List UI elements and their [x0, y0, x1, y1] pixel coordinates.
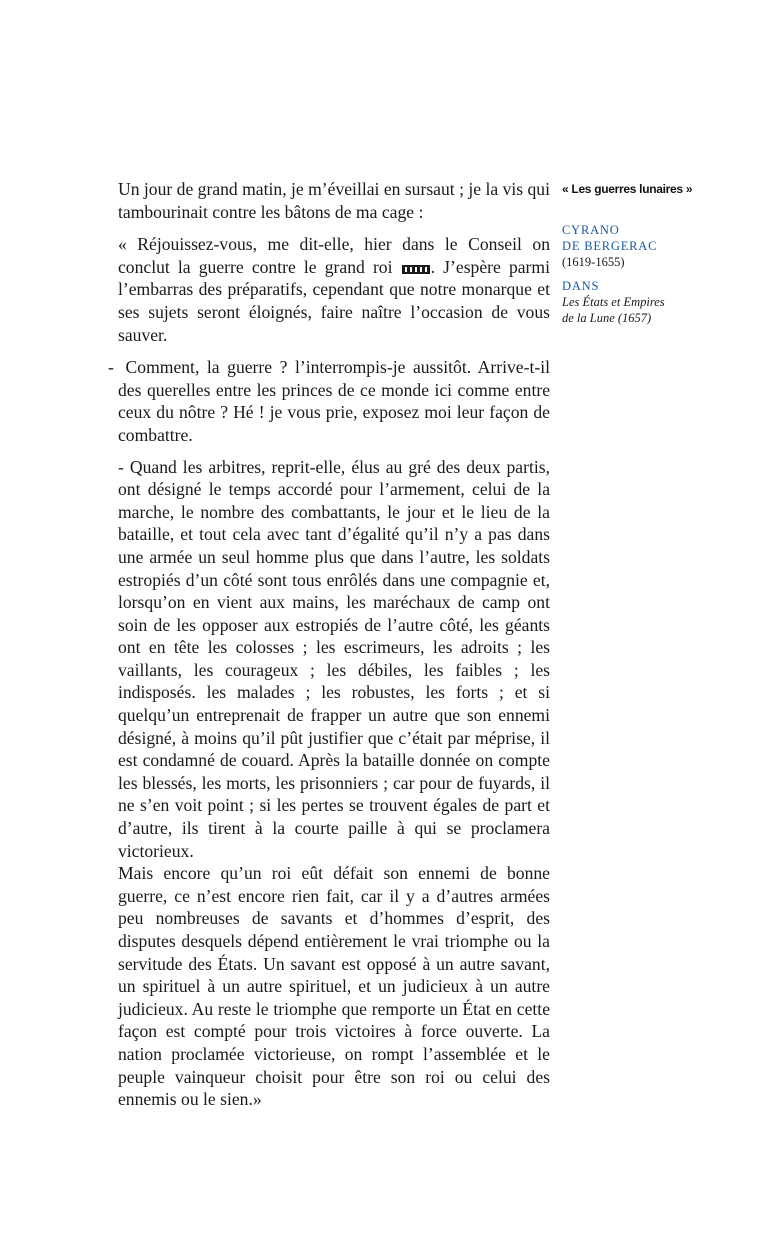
paragraph-rejouissez-text-a: « Réjouissez-vous, me dit-elle, hier dans le Conseil on conclut la guerre contre le grand roi	[118, 234, 550, 277]
paragraph-comment-text: Comment, la guerre ? l’interrompis-je aussitôt. Arrive-t-il des querelles entre les princes de ce monde ici comme entre ceux du nôtre ? Hé ! je vous prie, exposez moi leur façon de combattre.	[118, 357, 550, 445]
paragraph-arbitres-text: Quand les arbitres, reprit-elle, élus au gré des deux partis, ont désigné le temps accordé pour l’armement, celui de la marche, le nombre des combattants, le jour et le lieu de la bataille, et tout cela avec tant d’égalité qu’il n’y a pas dans une armée un seul homme plus que dans l’autre, les soldats estropiés d’un côté sont tous enrôlés dans une compagnie et, lorsqu’on en vient aux mains, les maréchaux de camp ont soin de les opposer aux estropiés de l’autre côté, les géants ont en tête les colosses ; les escrimeurs, les adroits ; les vaillants, les courageux ; les débiles, les faibles ; les indisposés. les malades ; les robustes, les forts ; et si quelqu’un entreprenait de frapper un autre que son ennemi désigné, à moins qu’il pût justifier que c’était par méprise, il est condamné de couard. Après la bataille donnée on compte les blessés, les morts, les prisonniers ; car pour de fuyards, il ne s’en voit point ; si les pertes se trouvent égales de part et d’autre, ils tirent à la courte paille à qui se proclamera victorieux.	[118, 456, 550, 861]
paragraph-rejouissez-text-b: . J’espère parmi l’embarras des préparatifs, cependant que notre monarque et ses sujets seront éloignés, faire naître l’occasion de vous sauver.	[118, 256, 550, 345]
paragraph-rejouissez	[108, 233, 550, 346]
dans-label: DANS	[562, 279, 600, 293]
main-text	[108, 178, 550, 1111]
author-name-line2: DE BERGERAC	[562, 239, 658, 253]
author-name-line1: CYRANO	[562, 223, 620, 237]
paragraph-mais-encore: Mais encore qu’un roi eût défait son ennemi de bonne guerre, ce n’est encore rien fait, car il y a d’autres armées peu nombreuses de savants et d’hommes d’esprit, des disputes desquels dépend entièrement le vrai triomphe ou la servitude des États. Un savant est opposé à un autre savant, un spirituel à un autre spirituel, et un judicieux à un autre judicieux. Au reste le triomphe que remporte un État en cette façon est compté pour trois victoires à force ouverte. La nation proclamée victorieuse, on rompt l’assemblée et le peuple vainqueur choisit pour être son roi ou celui des ennemis ou le sien.»	[118, 863, 550, 1110]
work-title-line1: Les États et Empires	[562, 295, 665, 309]
sidebar-title: « Les guerres lunaires »	[562, 182, 693, 196]
work-title-line2: de la Lune (1657)	[562, 311, 652, 325]
paragraph-intro: Un jour de grand matin, je m’éveillai en sursaut ; je la vis qui tambourinait contre les bâtons de ma cage :	[118, 179, 550, 222]
paragraph-arbitres	[108, 456, 550, 863]
paragraph-comment: - Comment, la guerre ? l’interrompis-je aussitôt. Arrive-t-il des querelles entre les princes de ce monde ici comme entre ceux du nôtre ? Hé ! je vous prie, exposez moi leur façon de combattre.	[108, 357, 550, 445]
author-dates: (1619-1655)	[562, 255, 625, 269]
sidebar-note	[562, 182, 752, 326]
striped-flag-icon	[402, 265, 430, 274]
dialogue-dash: -	[118, 456, 124, 477]
